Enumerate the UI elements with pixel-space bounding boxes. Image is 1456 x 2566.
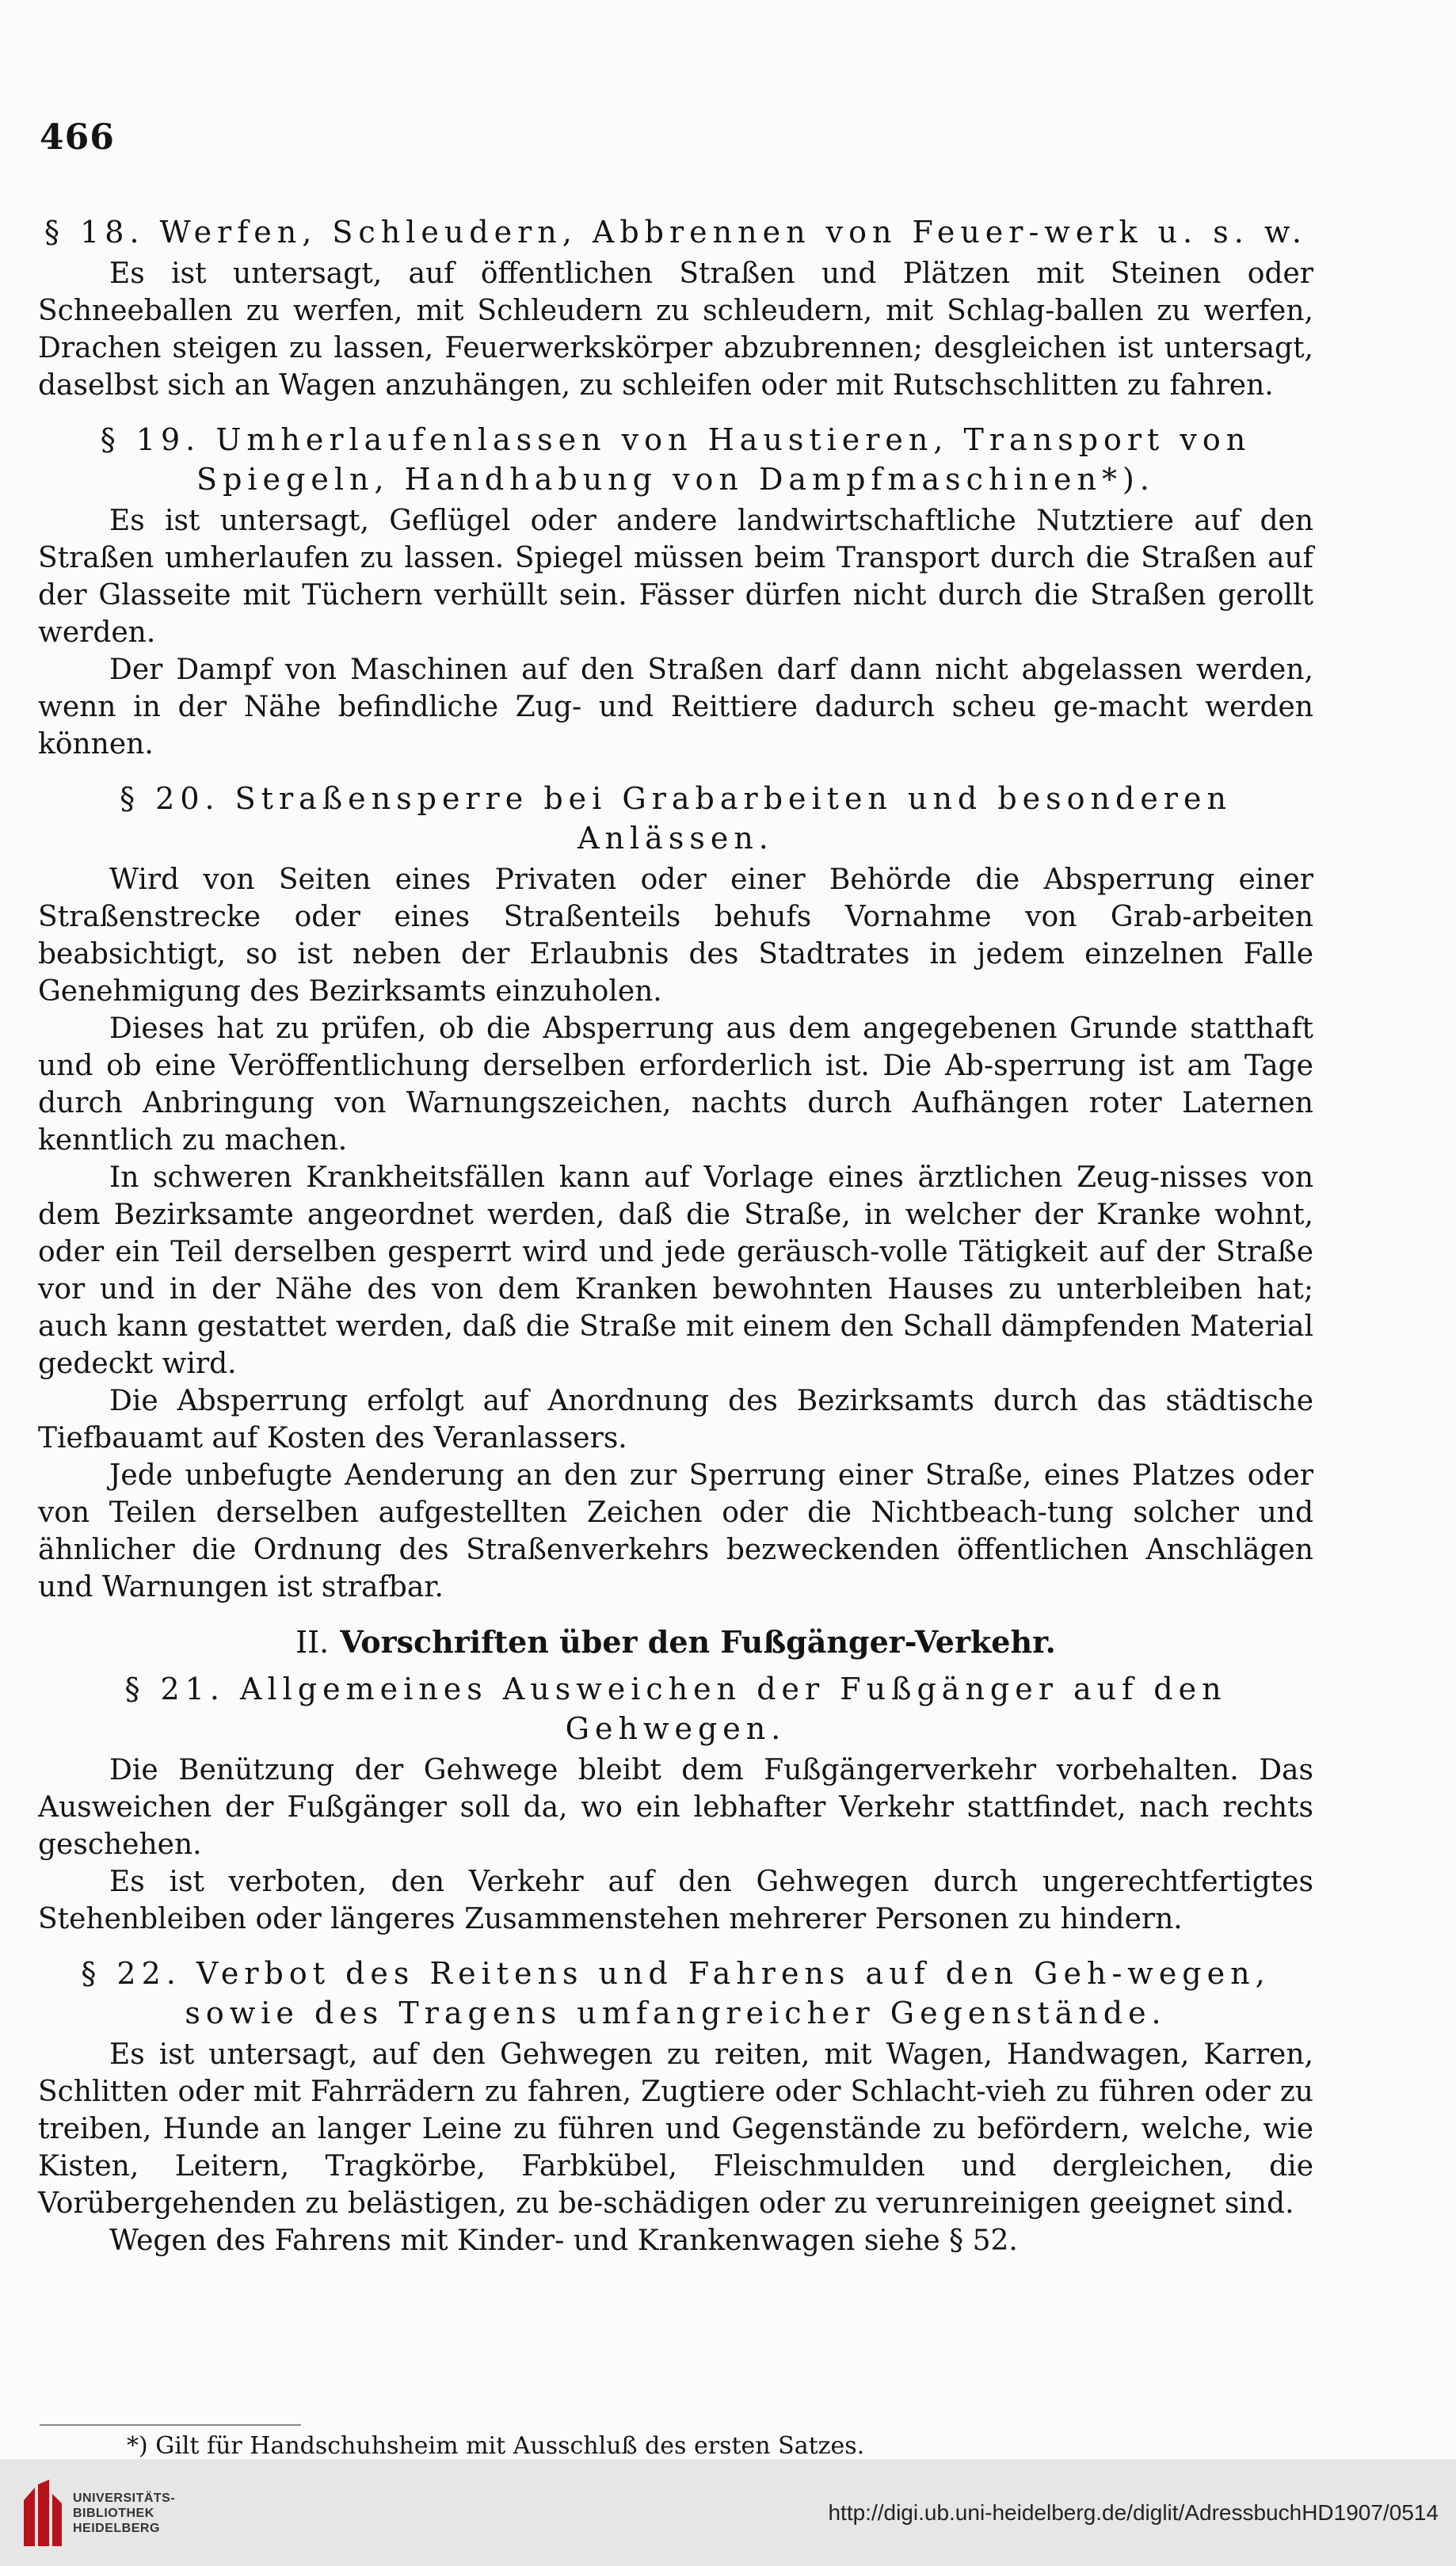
section-heading: § 22. Verbot des Reitens und Fahrens auf den Geh-wegen, sowie des Tragens umfangreicher Gegenstände.: [81, 1956, 1271, 2030]
section-18: [38, 212, 1313, 404]
section-heading: § 19. Umherlaufenlassen von Haustieren, Transport von Spiegeln, Handhabung von Dampfmaschinen*).: [100, 422, 1252, 497]
paragraph: Die Absperrung erfolgt auf Anordnung des Bezirksamts durch das städtische Tiefbauamt auf Kosten des Veranlassers.: [38, 1385, 1313, 1455]
footnote: *) Gilt für Handschuhsheim mit Ausschluß des ersten Satzes.: [127, 2432, 865, 2460]
section-20: [38, 779, 1313, 1606]
chapter-number: II.: [295, 1625, 330, 1660]
section-heading: § 18. Werfen, Schleudern, Abbrennen von Feuer-werk u. s. w.: [44, 215, 1307, 250]
source-url-link[interactable]: http://digi.ub.uni-heidelberg.de/diglit/AdressbuchHD1907/0514: [828, 2500, 1439, 2525]
page-number: 466: [40, 117, 115, 158]
library-name-line: HEIDELBERG: [73, 2522, 160, 2535]
paragraph: Die Benützung der Gehwege bleibt dem Fußgängerverkehr vorbehalten. Das Ausweichen der Fußgänger soll da, wo ein lebhafter Verkehr stattfindet, nach rechts geschehen.: [38, 1754, 1313, 1861]
paragraph: Der Dampf von Maschinen auf den Straßen darf dann nicht abgelassen werden, wenn in der Nähe befindliche Zug- und Reittiere dadurch scheu ge-macht werden können.: [38, 654, 1313, 761]
section-22: [38, 1954, 1313, 2259]
paragraph: Es ist untersagt, auf öffentlichen Straßen und Plätzen mit Steinen oder Schneeballen zu werfen, mit Schleudern zu schleudern, mit Schlag-ballen zu werfen, Drachen steigen zu lassen, Feuerwerkskörper abzubrennen; desgleichen ist untersagt, daselbst sich an Wagen anzuhängen, zu schleifen oder mit Rutschschlitten zu fahren.: [38, 257, 1313, 402]
footnote-divider: [40, 2424, 301, 2426]
section-19: [38, 420, 1313, 763]
library-footer-bar: [0, 2459, 1456, 2566]
chapter-heading: [38, 1622, 1313, 1663]
paragraph: Es ist verboten, den Verkehr auf den Gehwegen durch ungerechtfertigtes Stehenbleiben oder längeres Zusammenstehen mehrerer Personen zu hindern.: [38, 1866, 1313, 1935]
section-21: [38, 1669, 1313, 1938]
university-library-logo-icon: [17, 2476, 65, 2549]
library-name-line: BIBLIOTHEK: [73, 2507, 154, 2520]
paragraph: Es ist untersagt, Geflügel oder andere landwirtschaftliche Nutztiere auf den Straßen umherlaufen zu lassen. Spiegel müssen beim Transport durch die Straßen auf der Glasseite mit Tüchern verhüllt sein. Fässer dürfen nicht durch die Straßen gerollt werden.: [38, 505, 1313, 649]
paragraph: In schweren Krankheitsfällen kann auf Vorlage eines ärztlichen Zeug-nisses von dem Bezirksamte angeordnet werden, daß die Straße, in welcher der Kranke wohnt, oder ein Teil derselben gesperrt wird und jede geräusch-volle Tätigkeit auf der Straße vor und in der Nähe des von dem Kranken bewohnten Hauses zu unterbleiben hat; auch kann gestattet werden, daß die Straße mit einem den Schall dämpfenden Material gedeckt wird.: [38, 1161, 1313, 1380]
section-heading: § 20. Straßensperre bei Grabarbeiten und besonderen Anlässen.: [120, 781, 1232, 856]
paragraph: Dieses hat zu prüfen, ob die Absperrung aus dem angegebenen Grunde statthaft und ob eine Veröffentlichung derselben erforderlich ist. Die Ab-sperrung ist am Tage durch Anbringung von Warnungszeichen, nachts durch Aufhängen roter Laternen kenntlich zu machen.: [38, 1012, 1313, 1157]
chapter-title: Vorschriften über den Fußgänger-Verkehr.: [340, 1624, 1056, 1660]
library-name-line: UNIVERSITÄTS-: [73, 2492, 176, 2505]
paragraph: Es ist untersagt, auf den Gehwegen zu reiten, mit Wagen, Handwagen, Karren, Schlitten oder mit Fahrrädern zu fahren, Zugtiere oder Schlacht-vieh zu führen oder zu treiben, Hunde an langer Leine zu führen und Gegenstände zu befördern, welche, wie Kisten, Leitern, Tragkörbe, Farbkübel, Fleischmulden und dergleichen, die Vorübergehenden zu belästigen, zu be-schädigen oder zu verunreinigen geeignet sind.: [38, 2038, 1313, 2220]
paragraph: Wegen des Fahrens mit Kinder- und Krankenwagen siehe § 52.: [109, 2225, 1018, 2257]
section-heading: § 21. Allgemeines Ausweichen der Fußgänger auf den Gehwegen.: [124, 1672, 1227, 1746]
paragraph: Jede unbefugte Aenderung an den zur Sperrung einer Straße, eines Platzes oder von Teilen derselben aufgestellten Zeichen oder die Nichtbeach-tung solcher und ähnlicher die Ordnung des Straßenverkehrs bezweckenden öffentlichen Anschlägen und Warnungen ist strafbar.: [38, 1459, 1313, 1603]
library-name: [73, 2491, 175, 2536]
text-column: [38, 212, 1313, 2275]
paragraph: Wird von Seiten eines Privaten oder einer Behörde die Absperrung einer Straßenstrecke oder eines Straßenteils behufs Vornahme von Grab-arbeiten beabsichtigt, so ist neben der Erlaubnis des Stadtrates in jedem einzelnen Falle Genehmigung des Bezirksamts einzuholen.: [38, 864, 1313, 1008]
